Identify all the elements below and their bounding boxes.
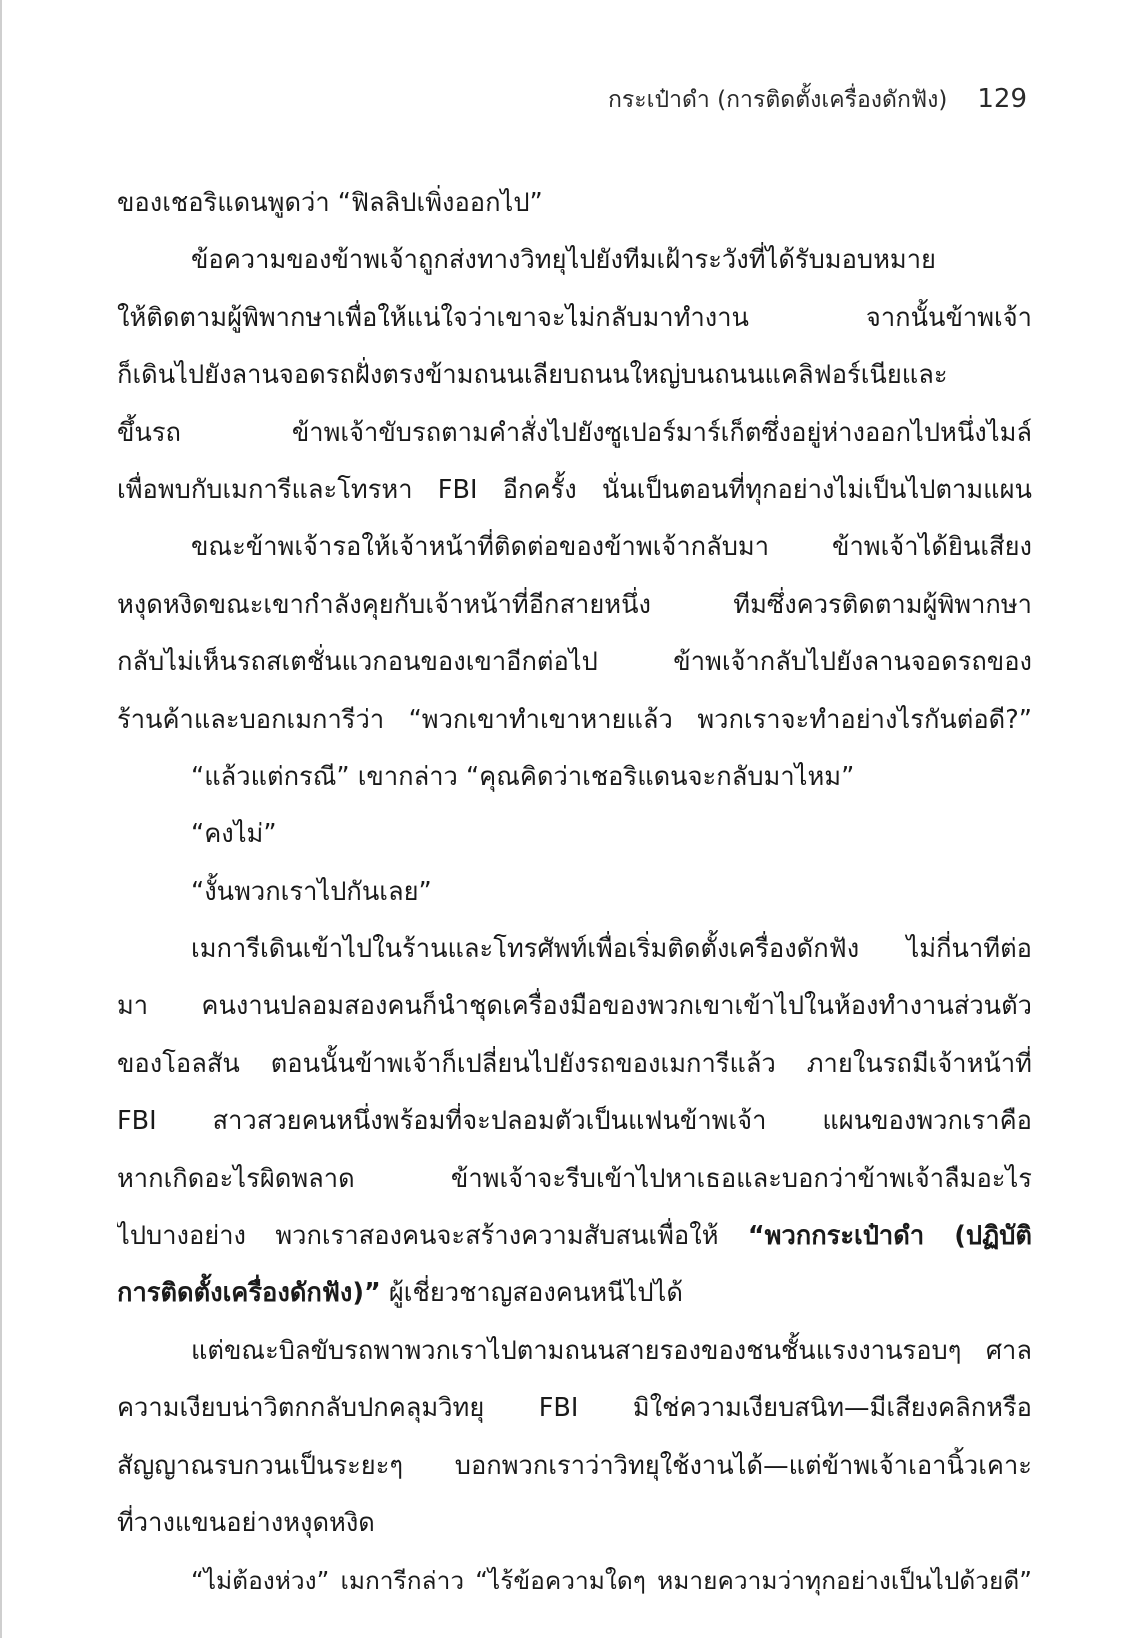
bold-title-span: การติดตั้งเครื่องดักฟัง)” bbox=[117, 1278, 381, 1309]
text-line: ที่วางแขนอย่างหงุดหงิด bbox=[117, 1507, 375, 1538]
body-text bbox=[117, 175, 1032, 1610]
text-line: สัญญาณรบกวนเป็นระยะๆ บอกพวกเราว่าวิทยุใช้งานได้—แต่ข้าพเจ้าเอานิ้วเคาะ bbox=[117, 1450, 1032, 1481]
page-number: 129 bbox=[977, 84, 1027, 114]
text-line: ร้านค้าและบอกเมการีว่า “พวกเขาทำเขาหายแล้ว พวกเราจะทำอย่างไรกันต่อดี?” bbox=[117, 704, 1032, 735]
text-line: เพื่อพบกับเมการีและโทรหา FBI อีกครั้ง นั่นเป็นตอนที่ทุกอย่างไม่เป็นไปตามแผน bbox=[117, 474, 1032, 505]
bold-title-span: “พวกกระเป๋าดำ (ปฏิบัติ bbox=[747, 1221, 1032, 1252]
text-line: FBI สาวสวยคนหนึ่งพร้อมที่จะปลอมตัวเป็นแฟนข้าพเจ้า แผนของพวกเราคือ bbox=[117, 1106, 1032, 1137]
text-line: ขึ้นรถ ข้าพเจ้าขับรถตามคำสั่งไปยังซูเปอร์มาร์เก็ตซึ่งอยู่ห่างออกไปหนึ่งไมล์ bbox=[117, 417, 1032, 448]
text-line: แต่ขณะบิลขับรถพาพวกเราไปตามถนนสายรองของชนชั้นแรงงานรอบๆ ศาล bbox=[191, 1335, 1032, 1366]
text-line: ขณะข้าพเจ้ารอให้เจ้าหน้าที่ติดต่อของข้าพเจ้ากลับมา ข้าพเจ้าได้ยินเสียง bbox=[191, 532, 1032, 563]
text-line: หากเกิดอะไรผิดพลาด ข้าพเจ้าจะรีบเข้าไปหาเธอและบอกว่าข้าพเจ้าลืมอะไร bbox=[117, 1163, 1032, 1194]
running-head bbox=[117, 82, 1027, 118]
text-line: เมการีเดินเข้าไปในร้านและโทรศัพท์เพื่อเริ่มติดตั้งเครื่องดักฟัง ไม่กี่นาทีต่อ bbox=[191, 934, 1032, 965]
text-line: ความเงียบน่าวิตกกลับปกคลุมวิทยุ FBI มิใช่ความเงียบสนิท—มีเสียงคลิกหรือ bbox=[117, 1393, 1032, 1424]
text-line: กลับไม่เห็นรถสเตชั่นแวกอนของเขาอีกต่อไป ข้าพเจ้ากลับไปยังลานจอดรถของ bbox=[117, 647, 1032, 678]
text-line: ให้ติดตามผู้พิพากษาเพื่อให้แน่ใจว่าเขาจะไม่กลับมาทำงาน จากนั้นข้าพเจ้า bbox=[117, 302, 1032, 333]
text-line: “คงไม่” bbox=[191, 819, 277, 850]
running-head-title: กระเป๋าดำ (การติดตั้งเครื่องดักฟัง) bbox=[607, 87, 948, 113]
text-line: “งั้นพวกเราไปกันเลย” bbox=[191, 876, 432, 907]
text-line: ข้อความของข้าพเจ้าถูกส่งทางวิทยุไปยังทีมเฝ้าระวังที่ได้รับมอบหมาย bbox=[191, 245, 936, 276]
text-line: ก็เดินไปยังลานจอดรถฝั่งตรงข้ามถนนเลียบถนนใหญ่บนถนนแคลิฟอร์เนียและ bbox=[117, 360, 948, 391]
text-span: ไปบางอย่าง พวกเราสองคนจะสร้างความสับสนเพื่อให้ bbox=[117, 1221, 748, 1252]
text-line: ของเชอริแดนพูดว่า “ฟิลลิปเพิ่งออกไป” bbox=[117, 188, 543, 218]
text-line: “แล้วแต่กรณี” เขากล่าว “คุณคิดว่าเชอริแดนจะกลับมาไหม” bbox=[191, 761, 855, 792]
text-line: หงุดหงิดขณะเขากำลังคุยกับเจ้าหน้าที่อีกสายหนึ่ง ทีมซึ่งควรติดตามผู้พิพากษา bbox=[117, 589, 1032, 620]
text-line: ของโอลสัน ตอนนั้นข้าพเจ้าก็เปลี่ยนไปยังรถของเมการีแล้ว ภายในรถมีเจ้าหน้าที่ bbox=[117, 1048, 1032, 1079]
text-line: “ไม่ต้องห่วง” เมการีกล่าว “ไร้ข้อความใดๆ หมายความว่าทุกอย่างเป็นไปด้วยดี” bbox=[191, 1566, 1032, 1596]
text-line bbox=[117, 1265, 1032, 1322]
text-span: ผู้เชี่ยวชาญสองคนหนีไปได้ bbox=[380, 1278, 683, 1309]
text-line: มา คนงานปลอมสองคนก็นำชุดเครื่องมือของพวกเขาเข้าไปในห้องทำงานส่วนตัว bbox=[117, 991, 1032, 1022]
text-line bbox=[117, 1208, 1032, 1265]
